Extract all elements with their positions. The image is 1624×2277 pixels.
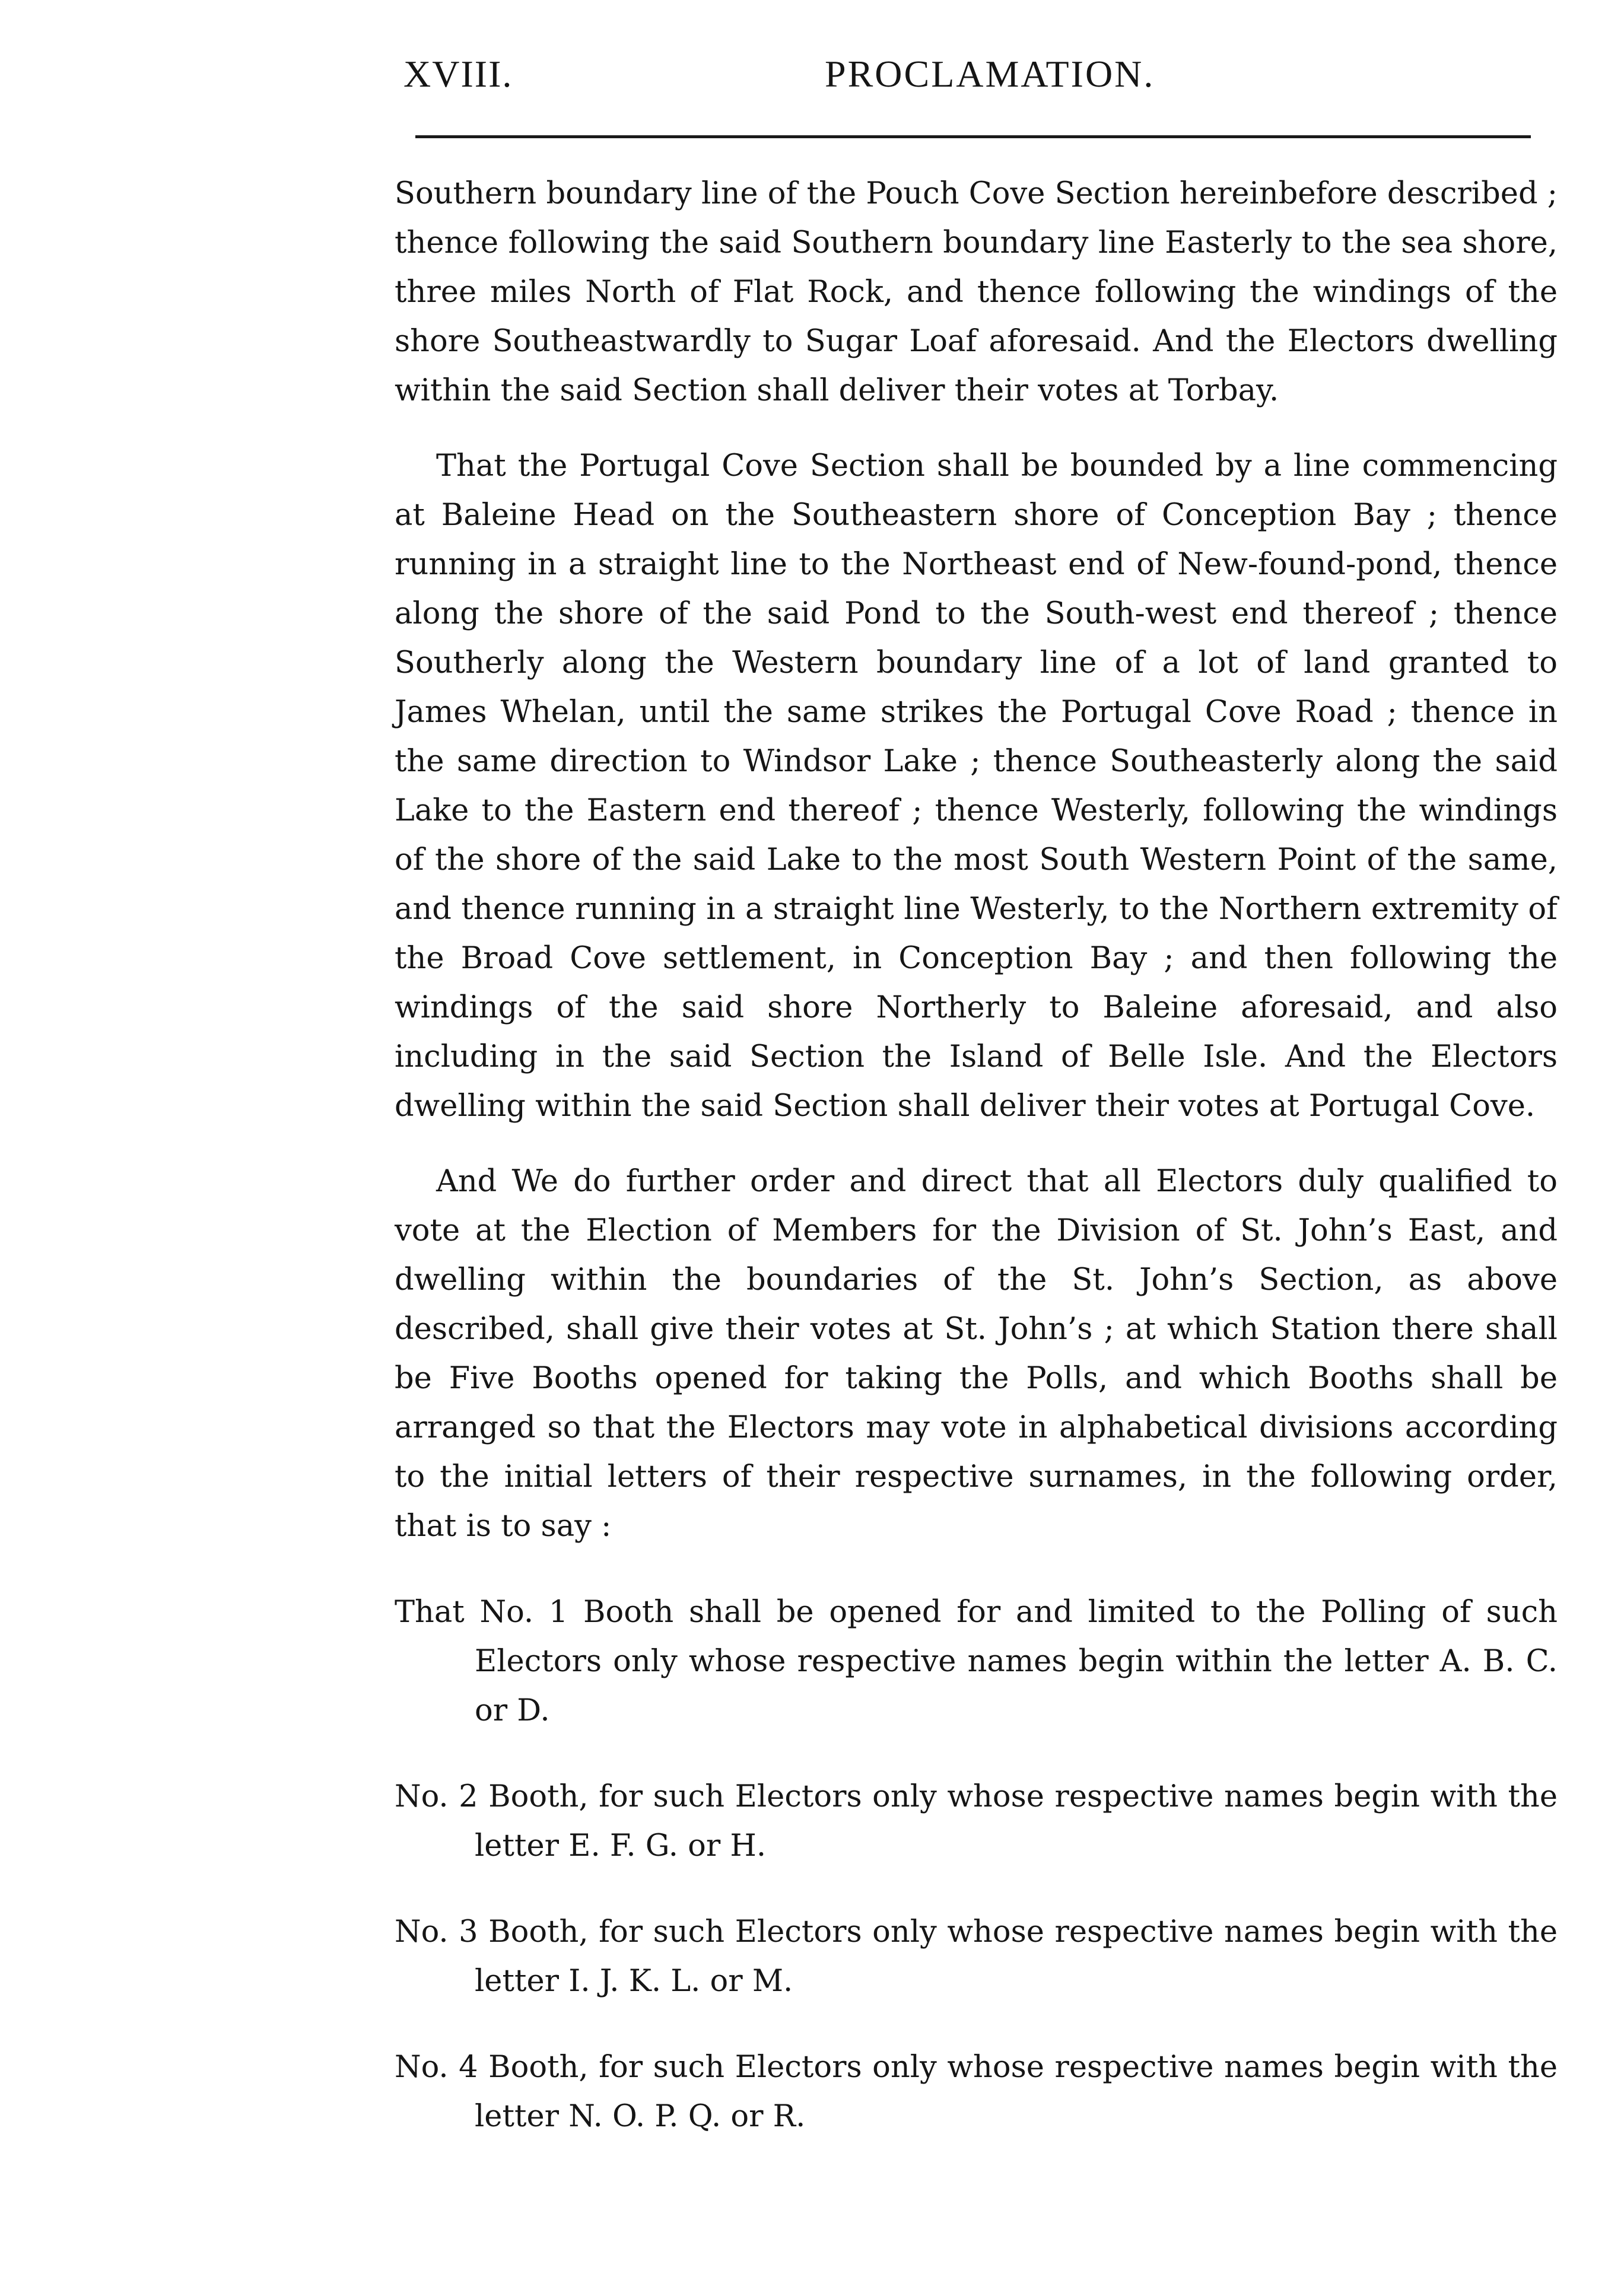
booth-item-2: No. 2 Booth, for such Electors only whose respective names begin with the letter E. F. G. or H.: [395, 1779, 1558, 1863]
body-text: [395, 169, 1558, 2141]
booth-item-4: No. 4 Booth, for such Electors only whose respective names begin with the letter N. O. P. Q. or R.: [395, 2050, 1558, 2134]
running-title: PROCLAMATION.: [825, 53, 1155, 95]
paragraph-st-johns-order: And We do further order and direct that all Electors duly qualified to vote at the Election of Members for the Division of St. John’s East, and dwelling within the boundaries of the St. John’s Section, as above described, shall give their votes at St. John’s ; at which Station there shall be Five Booths opened for taking the Polls, and which Booths shall be arranged so that the Electors may vote in alphabetical divisions according to the initial letters of their respective surnames, in the following order, that is to say :: [395, 1164, 1558, 1544]
header-rule: [415, 135, 1531, 138]
page-header: [403, 42, 1566, 107]
booth-item-3: No. 3 Booth, for such Electors only whose respective names begin with the letter I. J. K. L. or M.: [395, 1915, 1558, 1999]
paragraph-pouch-cove-continuation: Southern boundary line of the Pouch Cove Section hereinbefore described ; thence following the said Southern boundary line Easterly to the sea shore, three miles North of Flat Rock, and thence following the windings of the shore Southeastwardly to Sugar Loaf aforesaid. And the Electors dwelling within the said Section shall deliver their votes at Torbay.: [395, 176, 1558, 408]
page-number: XVIII.: [403, 53, 513, 95]
paragraph-portugal-cove-section: That the Portugal Cove Section shall be bounded by a line commencing at Baleine Head on the Southeastern shore of Conception Bay ; thence running in a straight line to the Northeast end of New-found-pond, thence along the shore of the said Pond to the South-west end thereof ; thence Southerly along the Western boundary line of a lot of land granted to James Whelan, until the same strikes the Portugal Cove Road ; thence in the same direction to Windsor Lake ; thence Southeasterly along the said Lake to the Eastern end thereof ; thence Westerly, following the windings of the shore of the said Lake to the most South Western Point of the same, and thence running in a straight line Westerly, to the Northern extremity of the Broad Cove settlement, in Conception Bay ; and then following the windings of the said shore Northerly to Baleine aforesaid, and also including in the said Section the Island of Belle Isle. And the Electors dwelling within the said Section shall deliver their votes at Portugal Cove.: [395, 449, 1558, 1124]
booth-item-1: That No. 1 Booth shall be opened for and limited to the Polling of such Electors only whose respective names begin within the letter A. B. C. or D.: [395, 1595, 1558, 1728]
